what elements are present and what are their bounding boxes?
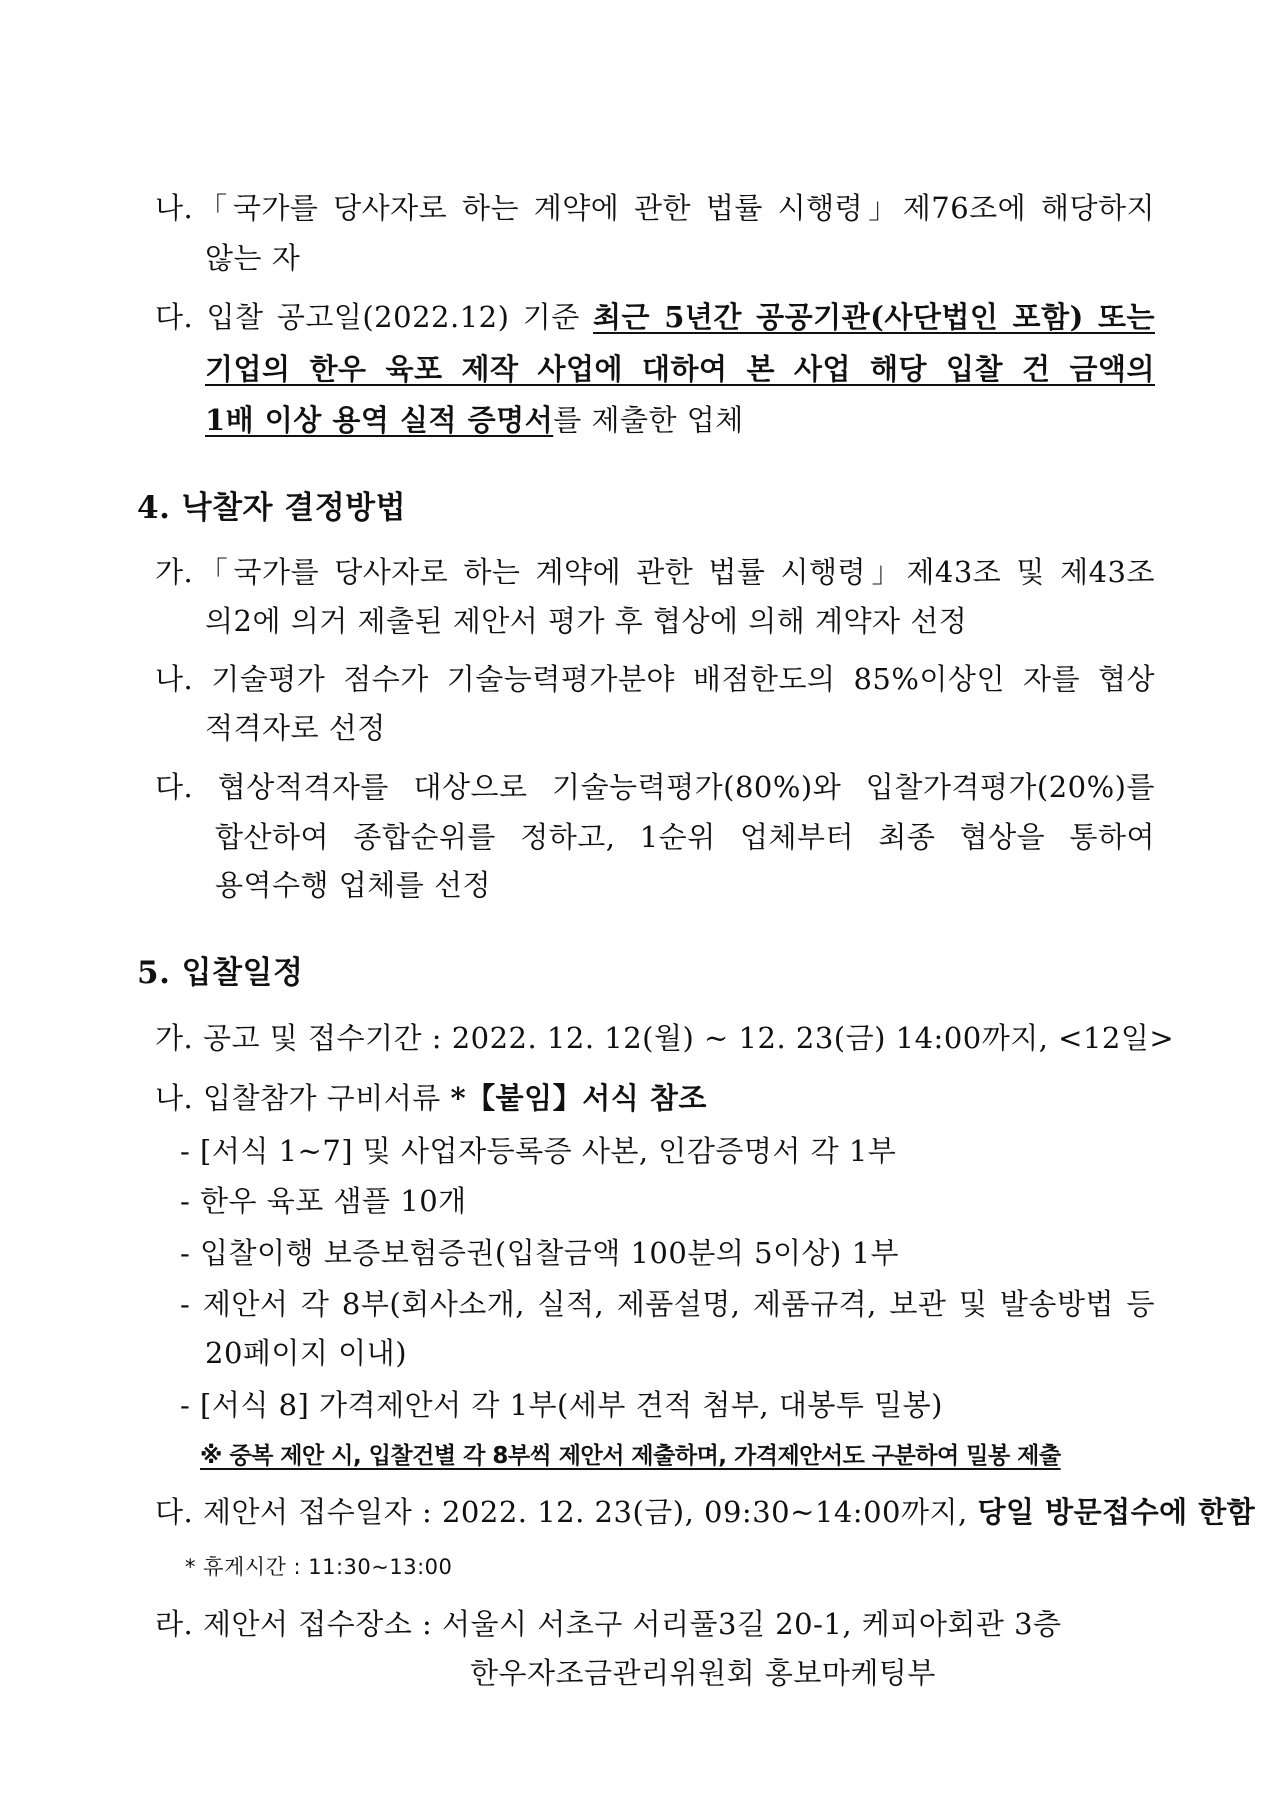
s3-da-underlined-3: 1배 이상 용역 실적 증명서	[205, 403, 554, 437]
s4-na-line1: 나. 기술평가 점수가 기술능력평가분야 배점한도의 85%이상인 자를 협상	[155, 662, 1155, 696]
doc-item-4-cont: 20페이지 이내)	[205, 1336, 408, 1370]
s3-da-underlined-2: 기업의 한우 육포 제작 사업에 대하여 본 사업 해당 입찰 건 금액의	[205, 352, 1155, 386]
s5-ra-line1: 라. 제안서 접수장소 : 서울시 서초구 서리풀3길 20-1, 케피아회관 3층	[155, 1607, 1062, 1641]
doc-item-2: - 한우 육포 샘플 10개	[180, 1184, 467, 1218]
s4-da-line2: 합산하여 종합순위를 정하고, 1순위 업체부터 최종 협상을 통하여	[215, 820, 1155, 854]
break-time-note: * 휴게시간 : 11:30~13:00	[185, 1555, 453, 1579]
doc-item-1: - [서식 1~7] 및 사업자등록증 사본, 인감증명서 각 1부	[180, 1134, 897, 1168]
s3-da-suffix: 를 제출한 업체	[553, 403, 744, 437]
s3-da-underlined-1: 최근 5년간 공공기관(사단법인 포함) 또는	[593, 300, 1155, 334]
s4-na-line2: 적격자로 선정	[205, 711, 386, 745]
doc-item-4: - 제안서 각 8부(회사소개, 실적, 제품설명, 제품규격, 보관 및 발송방법 등	[180, 1287, 1155, 1321]
s5-na-prefix: 나. 입찰참가 구비서류	[155, 1081, 451, 1115]
s3-na-line1: 나.「국가를 당사자로 하는 계약에 관한 법률 시행령」제76조에 해당하지	[155, 191, 1155, 225]
doc-item-5: - [서식 8] 가격제안서 각 1부(세부 견적 첨부, 대봉투 밀봉)	[180, 1388, 943, 1422]
s5-na-line	[155, 1078, 707, 1118]
s5-na-attachment-ref: *【붙임】서식 참조	[450, 1081, 707, 1115]
duplicate-proposal-notice: ※ 중복 제안 시, 입찰건별 각 8부씩 제안서 제출하며, 가격제안서도 구분하여 밀봉 제출	[200, 1443, 1061, 1469]
s4-ga-line2: 의2에 의거 제출된 제안서 평가 후 협상에 의해 계약자 선정	[205, 604, 968, 638]
s3-da-line3	[205, 400, 744, 440]
s4-ga-line1: 가.「국가를 당사자로 하는 계약에 관한 법률 시행령」제43조 및 제43조	[155, 555, 1155, 589]
s5-da-prefix: 다. 제안서 접수일자 : 2022. 12. 23(금), 09:30~14:00까지,	[155, 1495, 978, 1529]
s4-da-line1: 다. 협상적격자를 대상으로 기술능력평가(80%)와 입찰가격평가(20%)를	[155, 770, 1155, 804]
s5-da-line	[155, 1492, 1255, 1532]
s3-da-prefix: 다. 입찰 공고일(2022.12) 기준	[155, 300, 594, 334]
section-4-heading: 4. 낙찰자 결정방법	[137, 490, 407, 526]
s3-da-line1	[155, 297, 1155, 337]
s5-ra-line2: 한우자조금관리위원회 홍보마케팅부	[470, 1656, 936, 1690]
s5-da-onsite-only: 당일 방문접수에 한함	[977, 1495, 1256, 1529]
s5-ga-line: 가. 공고 및 접수기간 : 2022. 12. 12(월) ~ 12. 23(금) 14:00까지, <12일>	[155, 1021, 1175, 1055]
s3-na-line2: 않는 자	[205, 241, 301, 275]
section-5-heading: 5. 입찰일정	[137, 955, 304, 991]
s4-da-line3: 용역수행 업체를 선정	[215, 868, 492, 902]
doc-item-3: - 입찰이행 보증보험증권(입찰금액 100분의 5이상) 1부	[180, 1236, 900, 1270]
